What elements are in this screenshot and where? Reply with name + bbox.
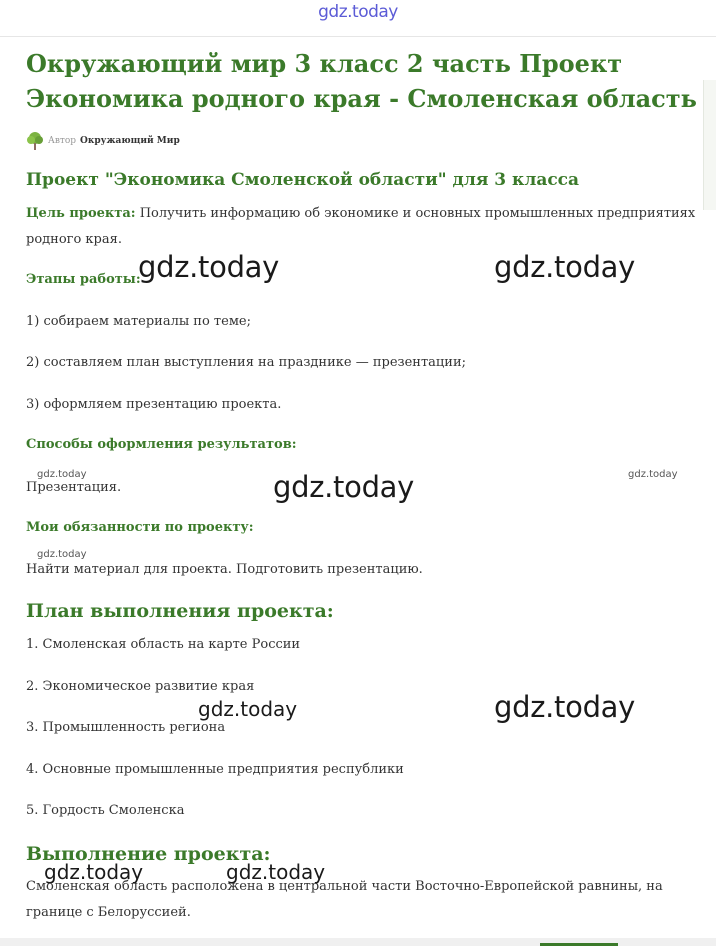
author-name[interactable]: Окружающий Мир bbox=[80, 136, 180, 146]
watermark: gdz.today bbox=[628, 469, 678, 480]
watermark: gdz.today bbox=[138, 250, 280, 284]
results-label: Способы оформления результатов: bbox=[26, 437, 297, 452]
stages-label: Этапы работы: bbox=[26, 272, 141, 287]
stage-item: 2) составляем план выступления на празднике — презентации; bbox=[26, 355, 466, 370]
plan-item: 4. Основные промышленные предприятия республики bbox=[26, 762, 404, 777]
plan-item: 1. Смоленская область на карте России bbox=[26, 637, 301, 652]
duties-label: Мои обязанности по проекту: bbox=[26, 520, 254, 535]
results-text: Презентация. bbox=[26, 480, 122, 495]
execution-text: Смоленская область расположена в центральной части Восточно-Европейской равнины, на границе с Белоруссией. bbox=[26, 879, 663, 920]
page-title: Окружающий мир 3 класс 2 часть Проект Экономика родного края - Смоленская область bbox=[26, 49, 697, 113]
stage-item: 1) собираем материалы по теме; bbox=[26, 314, 251, 329]
header-divider bbox=[0, 36, 716, 37]
goal-text: Получить информацию об экономике и основных промышленных предприятиях родного края. bbox=[26, 206, 696, 247]
execution-heading: Выполнение проекта: bbox=[26, 843, 271, 865]
duties-text: Найти материал для проекта. Подготовить презентацию. bbox=[26, 562, 423, 577]
author-label: Автор bbox=[48, 136, 77, 146]
site-logo[interactable]: gdz.today bbox=[318, 2, 398, 22]
goal-paragraph bbox=[26, 201, 698, 253]
sidebar-edge bbox=[703, 80, 716, 210]
watermark: gdz.today bbox=[494, 250, 636, 284]
plan-heading: План выполнения проекта: bbox=[26, 600, 334, 622]
watermark: gdz.today bbox=[494, 690, 636, 724]
watermark: gdz.today bbox=[273, 470, 415, 504]
watermark: gdz.today bbox=[37, 549, 87, 560]
watermark: gdz.today bbox=[198, 697, 298, 721]
author-line bbox=[26, 130, 180, 152]
tree-icon bbox=[26, 131, 44, 151]
stage-item: 3) оформляем презентацию проекта. bbox=[26, 397, 282, 412]
watermark: gdz.today bbox=[226, 860, 326, 884]
goal-label: Цель проекта: bbox=[26, 206, 136, 221]
plan-item: 5. Гордость Смоленска bbox=[26, 803, 185, 818]
plan-item: 3. Промышленность региона bbox=[26, 720, 226, 735]
plan-item: 2. Экономическое развитие края bbox=[26, 679, 255, 694]
project-heading: Проект "Экономика Смоленской области" для 3 класса bbox=[26, 170, 580, 190]
watermark: gdz.today bbox=[44, 860, 144, 884]
watermark: gdz.today bbox=[37, 469, 87, 480]
